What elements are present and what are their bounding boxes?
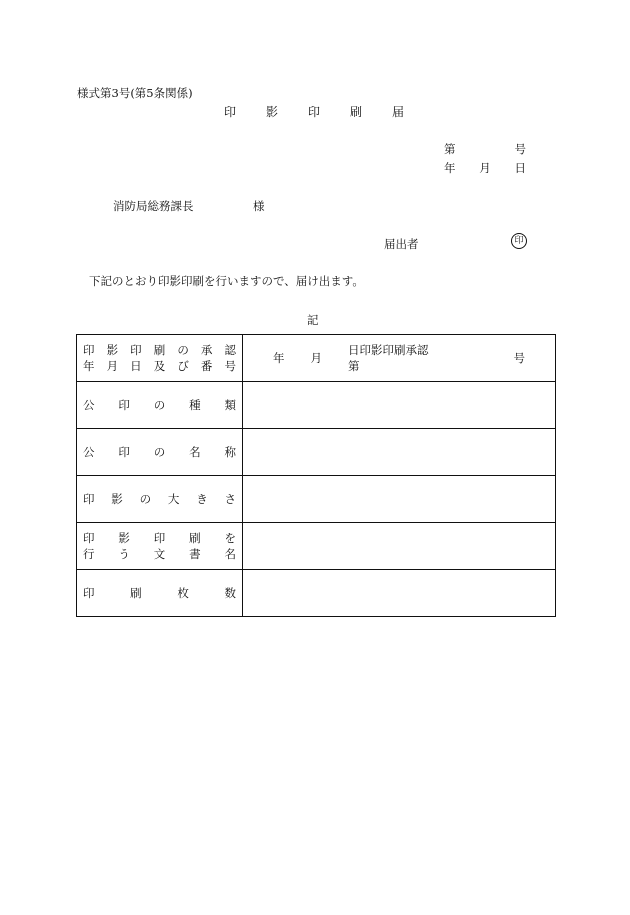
record-table (76, 334, 556, 617)
title-char: 印 (224, 105, 237, 119)
title-char: 印 (307, 105, 320, 119)
row-value-seal-name[interactable] (243, 429, 556, 476)
label-char: の (153, 445, 166, 459)
label-char: 書 (189, 547, 201, 561)
date-line (444, 160, 526, 176)
label-char: さ (224, 492, 236, 506)
label-char: び (177, 359, 189, 373)
reference-number (444, 141, 526, 157)
label-char: 刷 (130, 586, 142, 600)
label-char: 印 (83, 531, 95, 545)
table-row (77, 523, 556, 570)
intro-text: 下記のとおり印影印刷を行いますので、届け出ます。 (89, 274, 364, 288)
label-char: 影 (111, 492, 123, 506)
label-char: 大 (167, 492, 180, 506)
table-row (77, 476, 556, 523)
row-label-seal-type (77, 382, 243, 429)
label-char: の (153, 398, 166, 412)
approval-number: 号 (513, 351, 525, 365)
label-char: 印 (130, 343, 142, 357)
label-char: 名 (224, 547, 236, 561)
label-char: き (196, 492, 208, 506)
label-char: 影 (106, 343, 119, 357)
label-char: の (139, 492, 152, 506)
addressee-name: 消防局総務課長 (113, 199, 194, 213)
row-value-print-count[interactable] (243, 570, 556, 617)
reference-suffix: 号 (514, 142, 526, 156)
label-char: 月 (106, 359, 119, 373)
table-row (77, 335, 556, 382)
label-char: 名 (189, 445, 201, 459)
label-char: 日 (130, 359, 142, 373)
addressee-honorific: 様 (253, 199, 265, 213)
row-label-document-name (77, 523, 243, 570)
approval-year: 年 (273, 351, 285, 365)
label-char: 認 (224, 343, 236, 357)
label-char: の (177, 343, 189, 357)
row-value-approval[interactable] (243, 335, 556, 382)
label-char: 文 (153, 547, 166, 561)
seal-icon: 印 (511, 233, 527, 249)
label-char: 刷 (153, 343, 166, 357)
label-char: 承 (200, 343, 213, 357)
approval-middle: 日印影印刷承認第 (348, 343, 429, 373)
label-char: 刷 (189, 531, 201, 545)
label-char: 印 (83, 343, 95, 357)
table-row (77, 570, 556, 617)
date-year: 年 (444, 161, 456, 175)
label-char: 類 (224, 398, 236, 412)
label-char: 印 (153, 531, 166, 545)
approval-month: 月 (310, 351, 322, 365)
table-row (77, 429, 556, 476)
row-label-approval (77, 335, 243, 382)
ki-heading: 記 (307, 313, 319, 327)
label-char: 印 (118, 398, 130, 412)
form-number: 様式第3号(第5条関係) (77, 86, 193, 100)
title-char: 刷 (349, 105, 362, 119)
row-label-print-count (77, 570, 243, 617)
label-char: 番 (200, 359, 213, 373)
document-title (224, 103, 404, 120)
label-char: う (118, 547, 130, 561)
label-char: を (224, 531, 236, 545)
label-char: 行 (83, 547, 95, 561)
label-char: 影 (118, 531, 130, 545)
label-char: 数 (224, 586, 236, 600)
date-month: 月 (479, 161, 491, 175)
label-char: 年 (83, 359, 95, 373)
table-row (77, 382, 556, 429)
title-char: 届 (391, 105, 404, 119)
row-label-seal-size (77, 476, 243, 523)
label-char: 称 (224, 445, 236, 459)
row-value-seal-size[interactable] (243, 476, 556, 523)
label-char: 公 (83, 445, 95, 459)
reference-prefix: 第 (444, 142, 456, 156)
title-char: 影 (265, 105, 278, 119)
row-value-seal-type[interactable] (243, 382, 556, 429)
label-char: 印 (83, 586, 95, 600)
label-char: 公 (83, 398, 95, 412)
label-char: 枚 (177, 586, 189, 600)
label-char: 号 (224, 359, 236, 373)
row-value-document-name[interactable] (243, 523, 556, 570)
label-char: 印 (83, 492, 95, 506)
applicant-label: 届出者 (384, 237, 419, 251)
date-day: 日 (514, 161, 526, 175)
label-char: 印 (118, 445, 130, 459)
label-char: 種 (189, 398, 201, 412)
label-char: 及 (153, 359, 166, 373)
row-label-seal-name (77, 429, 243, 476)
